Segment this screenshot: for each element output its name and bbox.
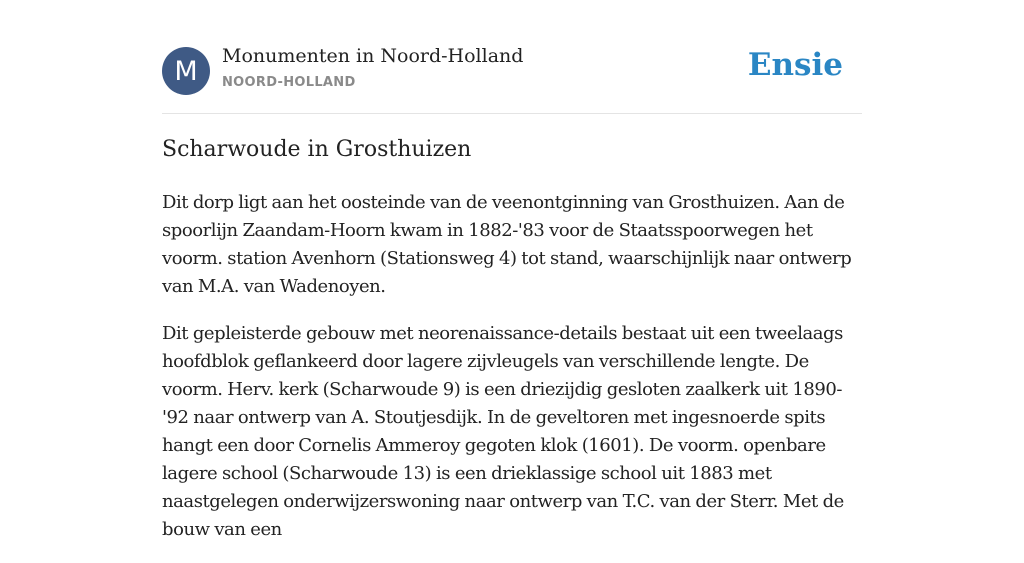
article-body bbox=[162, 189, 862, 563]
avatar[interactable] bbox=[162, 47, 210, 95]
site-header bbox=[162, 0, 862, 114]
avatar-letter: M bbox=[174, 55, 198, 87]
ensie-logo[interactable]: Ensie bbox=[747, 47, 843, 83]
paragraph-2: Dit gepleisterde gebouw met neorenaissance-details bestaat uit een tweelaags hoofdblok geflankeerd door lagere zijvleugels van verschillende lengte. De voorm. Herv. kerk (Scharwoude 9) is een driezijdig gesloten zaalkerk uit 1890-'92 naar ontwerp van A. Stoutjesdijk. In de geveltoren met ingesnoerde spits hangt een door Cornelis Ammeroy gegoten klok (1601). De voorm. openbare lagere school (Scharwoude 13) is een drieklassige school uit 1883 met naastgelegen onderwijzerswoning naar ontwerp van T.C. van der Sterr. Met de bouw van een bbox=[162, 323, 844, 540]
paragraph-1: Dit dorp ligt aan het oosteinde van de veenontginning van Grosthuizen. Aan de spoorlijn Zaandam-Hoorn kwam in 1882-'83 voor de Staatsspoorwegen het voorm. station Avenhorn (Stationsweg 4) tot stand, waarschijnlijk naar ontwerp van M.A. van Wadenoyen. bbox=[162, 192, 852, 297]
article-title: Scharwoude in Grosthuizen bbox=[162, 137, 472, 162]
site-title-link[interactable]: Monumenten in Noord-Holland bbox=[222, 45, 524, 67]
site-subtitle: NOORD-HOLLAND bbox=[222, 75, 356, 90]
content-container bbox=[162, 0, 862, 540]
